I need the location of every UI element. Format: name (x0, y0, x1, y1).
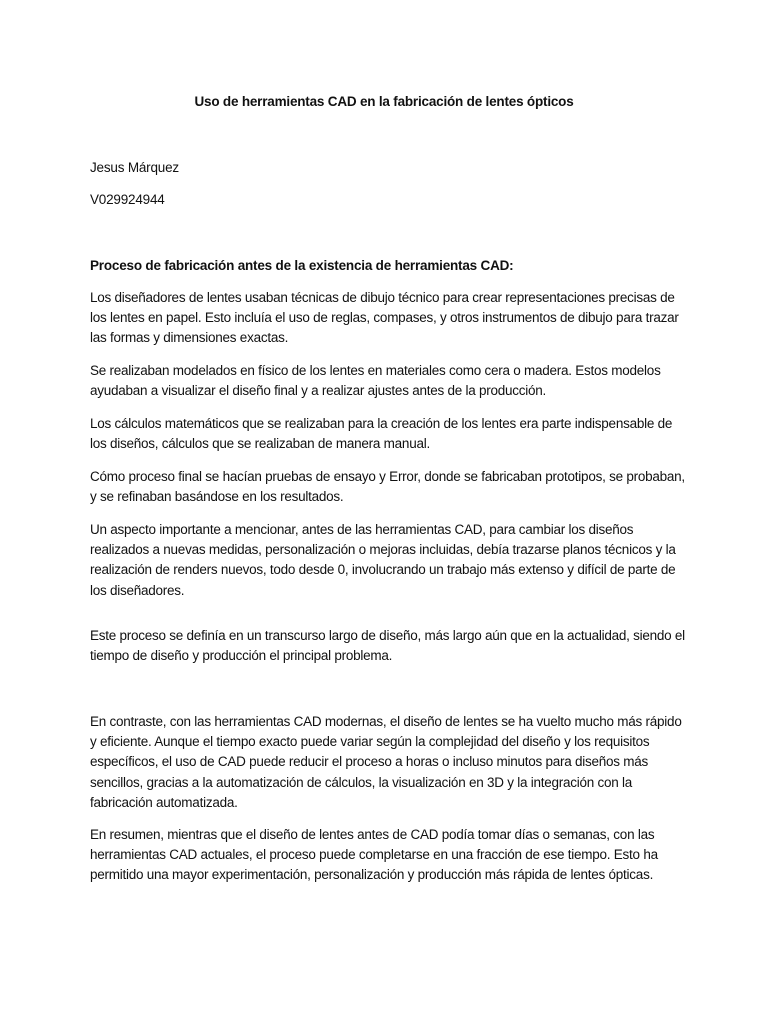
paragraph-long-process: Este proceso se definía en un transcurso largo de diseño, más largo aún que en la actualidad, siendo el tiempo de diseño y producción el principal problema. (90, 628, 685, 664)
paragraph-drawing-techniques: Los diseñadores de lentes usaban técnicas de dibujo técnico para crear representaciones precisas de los lentes en papel. Esto incluía el uso de reglas, compases, y otros instrumentos de dibujo para trazar las formas y dimensiones exactas. (90, 290, 679, 346)
paragraph-manual-calculations: Los cálculos matemáticos que se realizaban para la creación de los lentes era parte indispensable de los diseños, cálculos que se realizaban de manera manual. (90, 416, 673, 452)
paragraph-physical-models: Se realizaban modelados en físico de los lentes en materiales como cera o madera. Estos modelos ayudaban a visualizar el diseño final y a realizar ajustes antes de la producción. (90, 363, 661, 399)
student-id: V029924944 (90, 192, 165, 207)
paragraph-modern-cad: En contraste, con las herramientas CAD modernas, el diseño de lentes se ha vuelto mucho más rápido y eficiente. Aunque el tiempo exacto puede variar según la complejidad del diseño y los requisitos específicos, el uso de CAD puede reducir el proceso a horas o incluso minutos para diseños más sencillos, gracias a la automatización de cálculos, la visualización en 3D y la integración con la fabricación automatizada. (90, 714, 682, 810)
document-title: Uso de herramientas CAD en la fabricación de lentes ópticos (194, 94, 574, 109)
paragraph-trial-and-error: Cómo proceso final se hacían pruebas de ensayo y Error, donde se fabricaban prototipos, se probaban, y se refinaban basándose en los resultados. (90, 469, 685, 505)
paragraph-redesign-effort: Un aspecto importante a mencionar, antes de las herramientas CAD, para cambiar los diseños realizados a nuevas medidas, personalización o mejoras incluidas, debía trazarse planos técnicos y la realización de renders nuevos, todo desde 0, involucrando un trabajo más extenso y difícil de parte de los diseñadores. (90, 522, 676, 598)
paragraph-summary: En resumen, mientras que el diseño de lentes antes de CAD podía tomar días o semanas, con las herramientas CAD actuales, el proceso puede completarse en una fracción de ese tiempo. Esto ha permitido una mayor experimentación, personalización y producción más rápida de lentes ópticas. (90, 827, 658, 883)
section-heading: Proceso de fabricación antes de la existencia de herramientas CAD: (90, 258, 514, 273)
author-name: Jesus Márquez (90, 160, 179, 175)
